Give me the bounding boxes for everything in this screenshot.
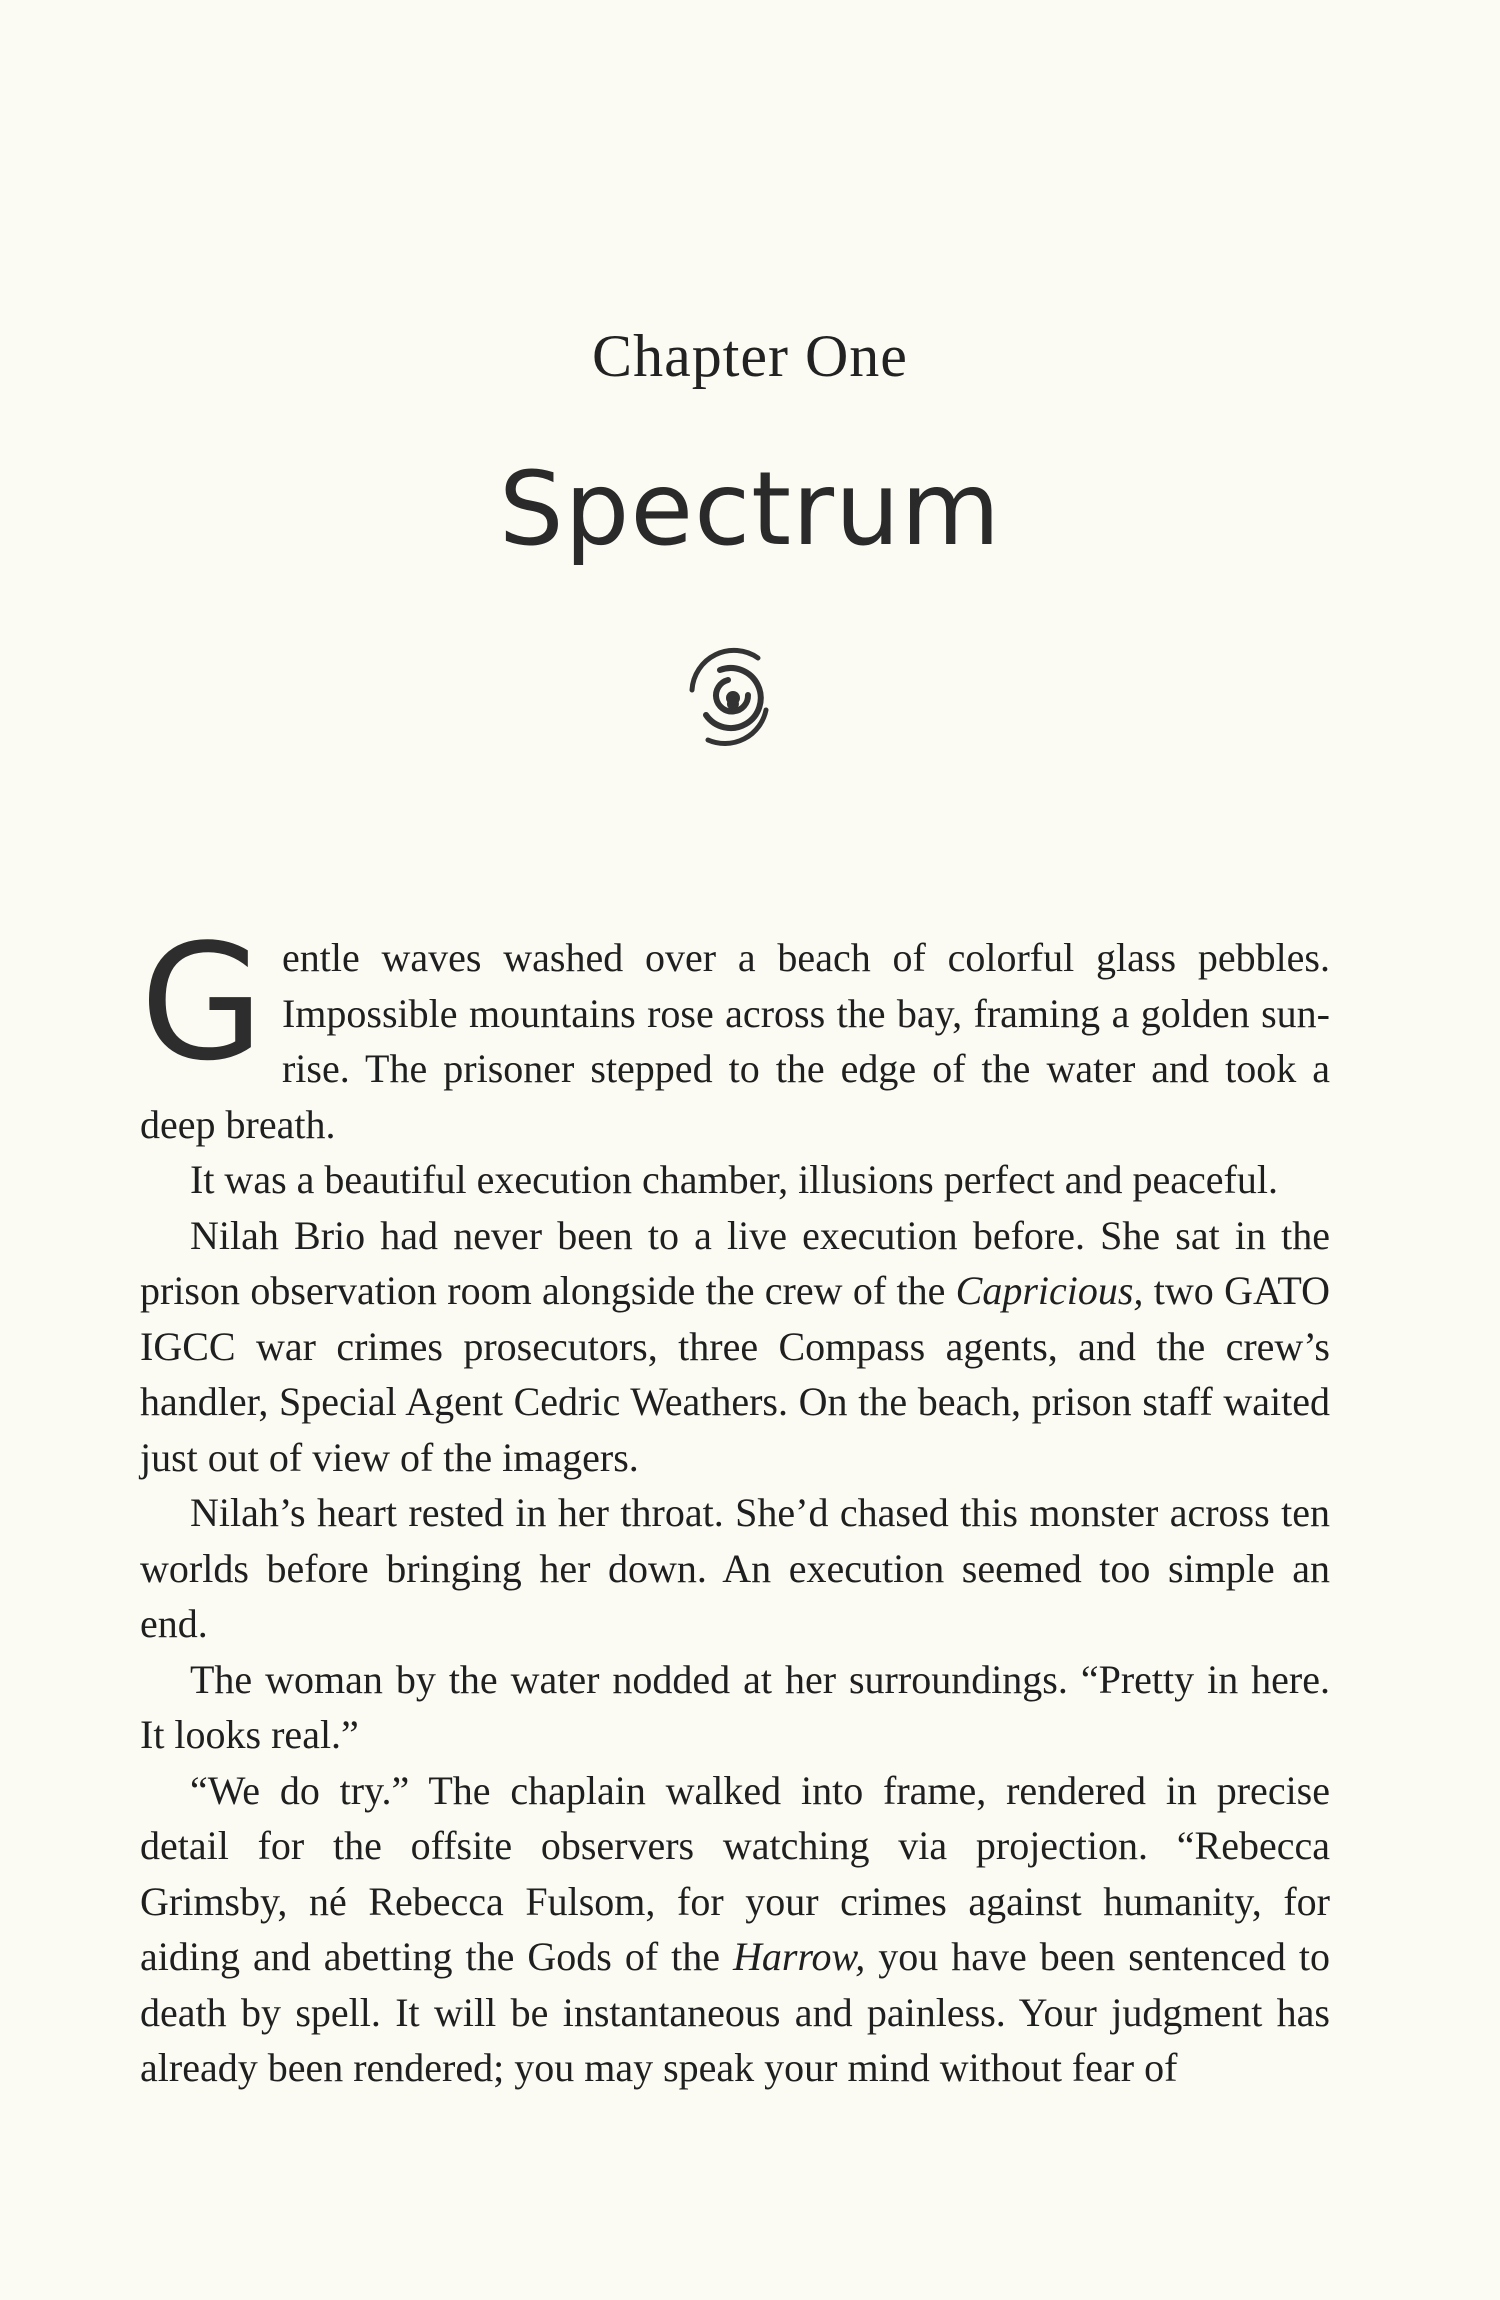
paragraph: The woman by the water nodded at her surroundings. “Pretty in here. It looks real.”	[140, 1656, 1330, 1757]
chapter-label: Chapter One	[592, 323, 908, 389]
paragraph: “We do try.” The chaplain walked into frame, rendered in precise detail for the offsite observers watching via projection. “Rebecca Grimsby, né Rebecca Fulsom, for your crimes against humanity, for aiding and abetting the Gods of the Harrow, you have been sentenced to death by spell. It will be instantaneous and painless. Your judgment has already been rendered; you may speak your mind without fear of	[140, 1767, 1331, 2090]
paragraph: Nilah Brio had never been to a live execution before. She sat in the prison observation room alongside the crew of the Capricious, two GATO IGCC war crimes prosecutors, three Compass agents, and the crew’s handler, Special Agent Cedric Weathers. On the beach, prison staff waited just out of view of the imagers.	[140, 1212, 1331, 1480]
ship-name: Harrow,	[733, 1934, 866, 1979]
chapter-title: Spectrum	[498, 450, 1002, 569]
paragraph: It was a beautiful execution chamber, illusions perfect and peaceful.	[190, 1157, 1278, 1202]
paragraph: Gentle waves washed over a beach of colorful glass pebbles. Impossible mountains rose across the bay, framing a golden sunrise. The prisoner stepped to the edge of the water and took a deep breath.	[140, 909, 1330, 1147]
chapter-body	[140, 909, 1331, 2096]
ship-name: Capricious,	[955, 1268, 1144, 1313]
drop-cap: G	[140, 909, 264, 1096]
spiral-ornament-icon	[678, 640, 788, 750]
paragraph: Nilah’s heart rested in her throat. She’d chased this monster across ten worlds before bringing her down. An execution seemed too simple an end.	[140, 1490, 1330, 1646]
